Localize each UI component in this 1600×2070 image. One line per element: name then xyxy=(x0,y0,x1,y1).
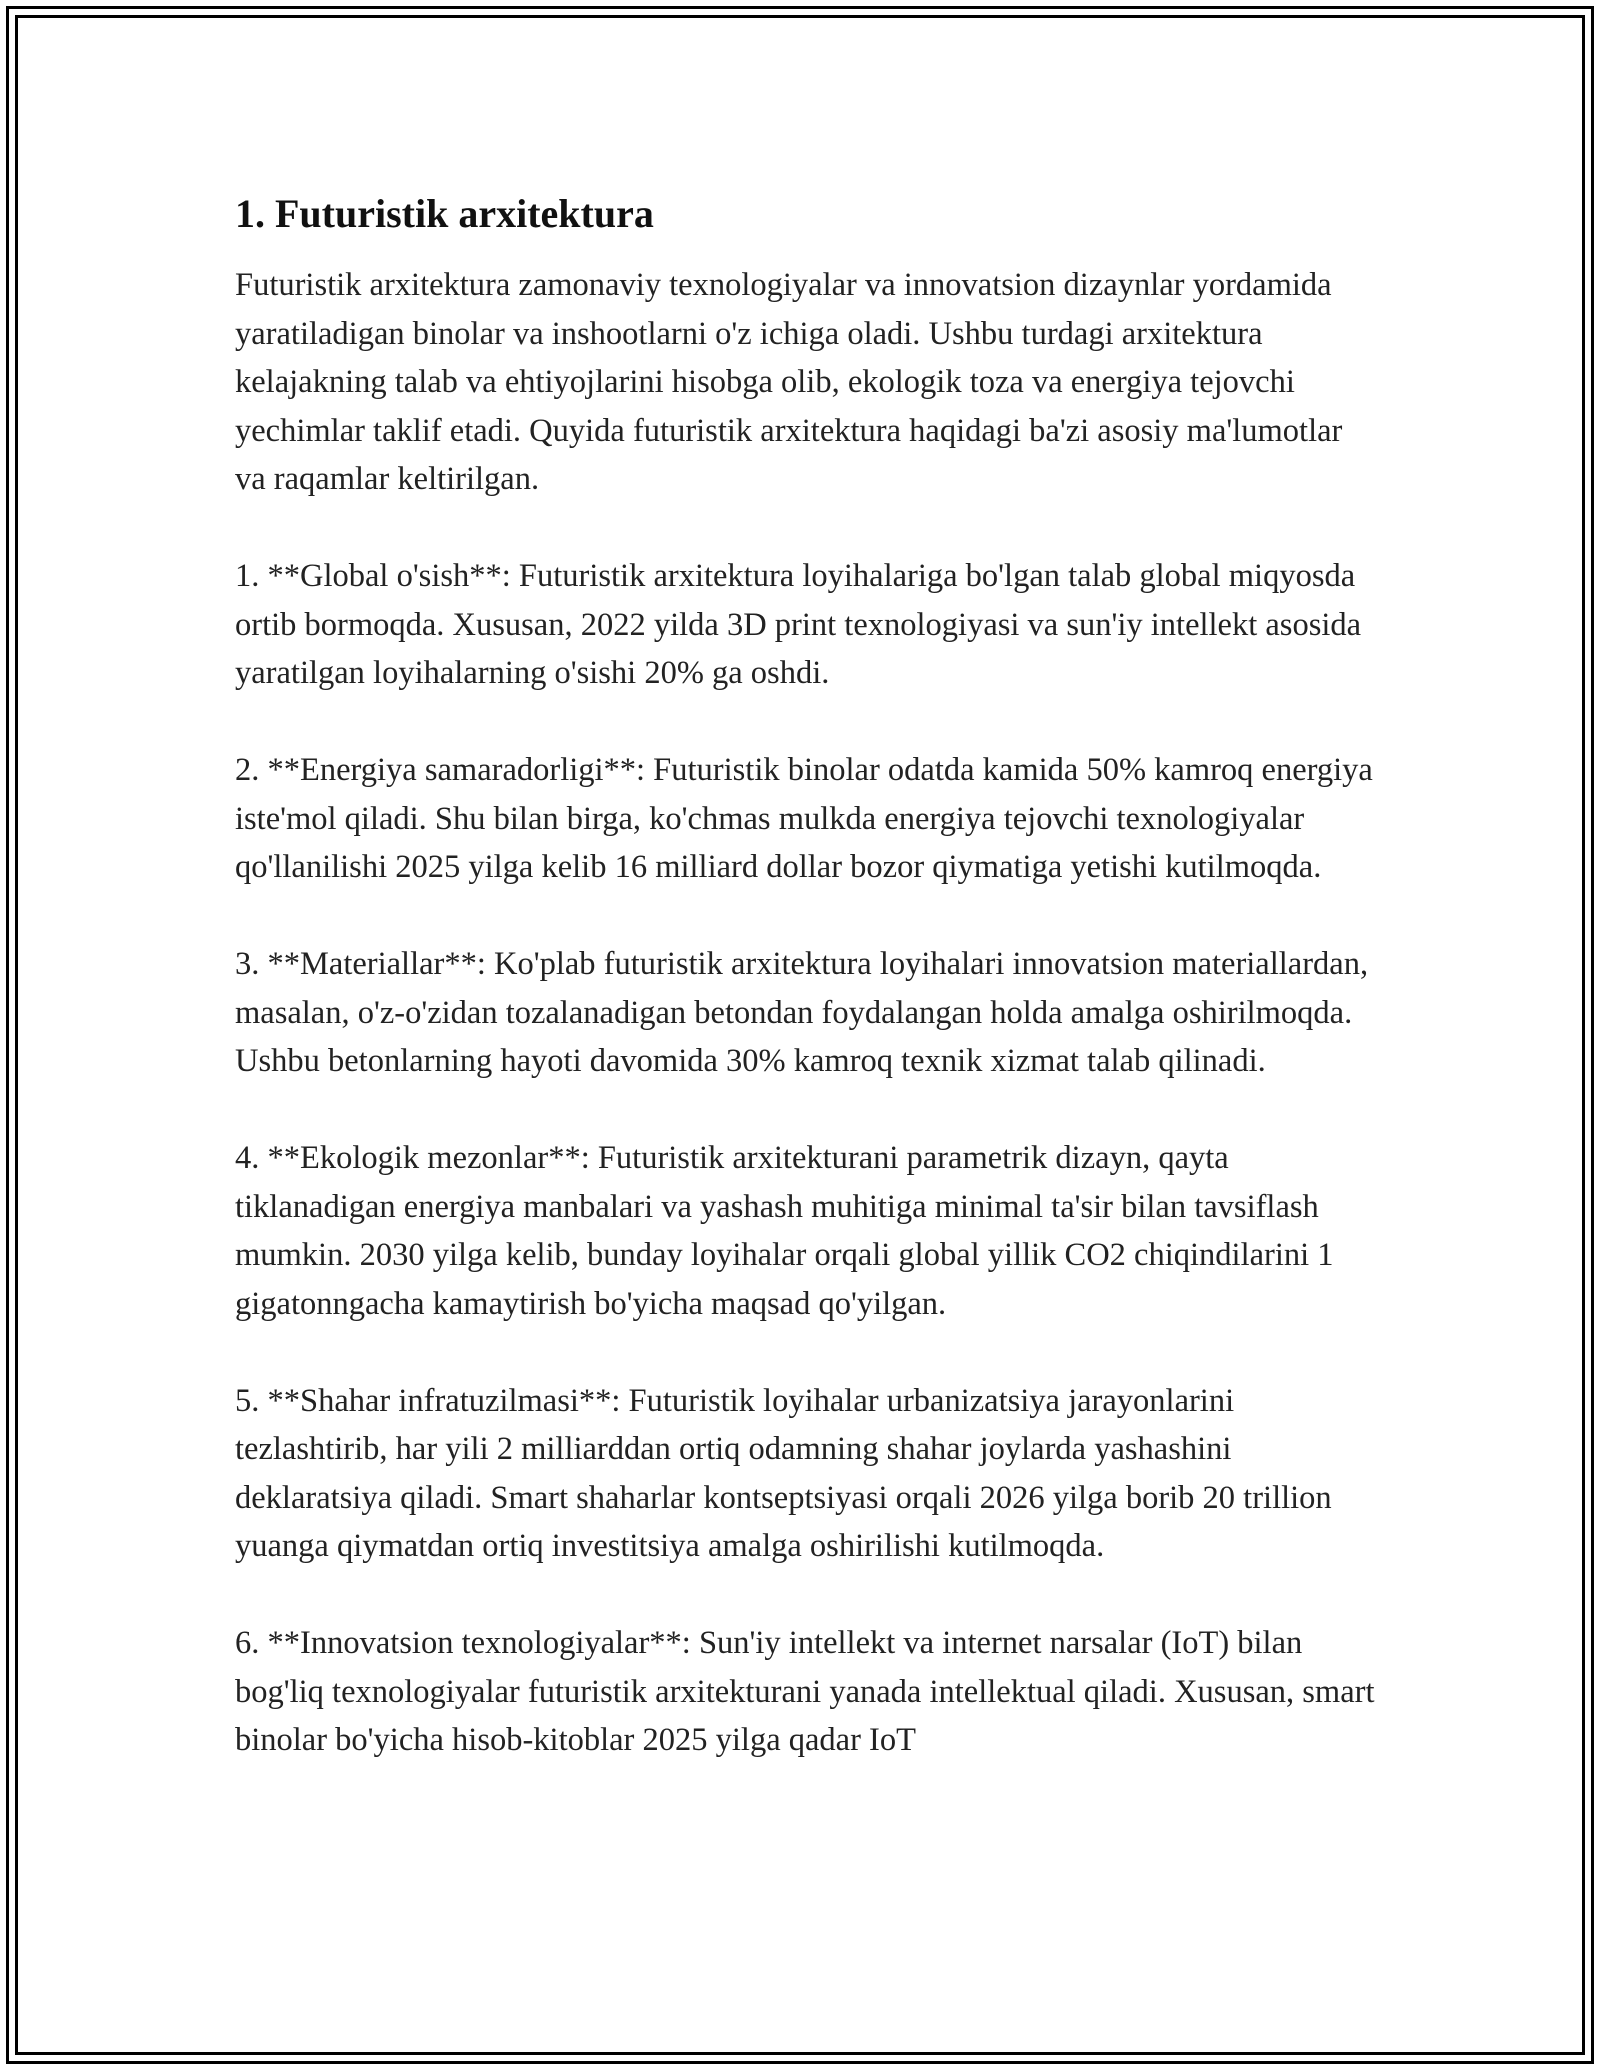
list-item-energy-efficiency: 2. **Energiya samaradorligi**: Futuristik binolar odatda kamida 50% kamroq energiya iste'mol qiladi. Shu bilan birga, ko'chmas mulkda energiya tejovchi texnologiyalar qo'llanilishi 2025 yilga kelib 16 milliard dollar bozor qiymatiga yetishi kutilmoqda. xyxy=(235,752,1373,885)
list-item-ecological-criteria: 4. **Ekologik mezonlar**: Futuristik arxitekturani parametrik dizayn, qayta tiklanadigan energiya manbalari va yashash muhitiga minimal ta'sir bilan tavsiflash mumkin. 2030 yilga kelib, bunday loyihalar orqali global yillik CO2 chiqindilarini 1 gigatonngacha kamaytirish bo'yicha maqsad qo'yilgan. xyxy=(235,1140,1334,1322)
list-item-innovative-technologies: 6. **Innovatsion texnologiyalar**: Sun'iy intellekt va internet narsalar (IoT) bilan bog'liq texnologiyalar futuristik arxitekturani yanada intellektual qiladi. Xususan, smart binolar bo'yicha hisob-kitoblar 2025 yilga qadar IoT xyxy=(235,1625,1375,1758)
document-body xyxy=(235,186,1375,1765)
list-item-materials: 3. **Materiallar**: Ko'plab futuristik arxitektura loyihalari innovatsion materiallardan, masalan, o'z-o'zidan tozalanadigan betondan foydalangan holda amalga oshirilmoqda. Ushbu betonlarning hayoti davomida 30% kamroq texnik xizmat talab qilinadi. xyxy=(235,946,1369,1079)
section-title: 1. Futuristik arxitektura xyxy=(235,191,654,236)
list-item-global-growth: 1. **Global o'sish**: Futuristik arxitektura loyihalariga bo'lgan talab global miqyosda ortib bormoqda. Xususan, 2022 yilda 3D print texnologiyasi va sun'iy intellekt asosida yaratilgan loyihalarning o'sishi 20% ga oshdi. xyxy=(235,558,1362,691)
list-item-urban-infrastructure: 5. **Shahar infratuzilmasi**: Futuristik loyihalar urbanizatsiya jarayonlarini tezlashtirib, har yili 2 milliarddan ortiq odamning shahar joylarda yashashini deklaratsiya qiladi. Smart shaharlar kontseptsiyasi orqali 2026 yilga borib 20 trillion yuanga qiymatdan ortiq investitsiya amalga oshirilishi kutilmoqda. xyxy=(235,1382,1332,1564)
intro-paragraph: Futuristik arxitektura zamonaviy texnologiyalar va innovatsion dizaynlar yordamida yaratiladigan binolar va inshootlarni o'z ichiga oladi. Ushbu turdagi arxitektura kelajakning talab va ehtiyojlarini hisobga olib, ekologik toza va energiya tejovchi yechimlar taklif etadi. Quyida futuristik arxitektura haqidagi ba'zi asosiy ma'lumotlar va raqamlar keltirilgan. xyxy=(235,267,1343,497)
